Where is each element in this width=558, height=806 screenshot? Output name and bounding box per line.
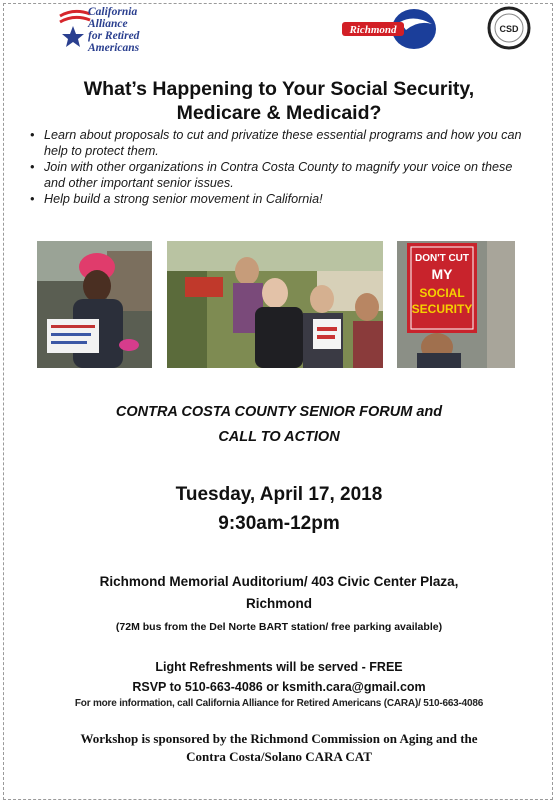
csd-logo-text: CSD	[499, 24, 519, 34]
refreshments-text: Light Refreshments will be served - FREE	[155, 660, 403, 674]
event-date: Tuesday, April 17, 2018	[175, 484, 383, 505]
bullet-dot-icon: •	[30, 192, 35, 206]
cara-logo-text	[88, 6, 139, 54]
sponsor-line-2: Contra Costa/Solano CARA CAT	[186, 749, 372, 764]
sign-line-1: DON'T CUT	[414, 253, 470, 264]
bullet-dot-icon: •	[30, 128, 35, 142]
csd-logo	[487, 6, 531, 50]
forum-heading	[0, 400, 558, 450]
forum-line-2: CALL TO ACTION	[218, 429, 340, 445]
sponsor-text	[0, 730, 558, 766]
bullet-text: Help build a strong senior movement in California!	[44, 192, 323, 206]
photo-rally-crowd	[167, 241, 383, 368]
title-line-2: Medicare & Medicaid?	[176, 102, 382, 124]
forum-line-1: CONTRA COSTA COUNTY SENIOR FORUM and	[115, 404, 443, 420]
cara-line3: for Retired	[88, 30, 140, 42]
venue-line-1: Richmond Memorial Auditorium/ 403 Civic Center Plaza,	[99, 574, 459, 589]
more-info-text: For more information, call California Alliance for Retired Americans (CARA)/ 510-663-4086	[74, 698, 484, 709]
transport-note: (72M bus from the Del Norte BART station/ free parking available)	[115, 621, 443, 633]
bullet-list	[30, 128, 530, 209]
sign-line-2: MY	[431, 266, 453, 282]
bullet-text: Join with other organizations in Contra Costa County to magnify your voice on these and other important senior issues.	[44, 160, 513, 190]
refreshments-rsvp	[0, 657, 558, 697]
page-title	[0, 77, 558, 125]
bullet-text: Learn about proposals to cut and privatize these essential programs and how you can help to protect them.	[44, 128, 522, 158]
photo-woman-with-sign	[37, 241, 152, 368]
event-datetime	[0, 480, 558, 538]
richmond-logo-text: Richmond	[349, 24, 397, 36]
sponsor-line-1: Workshop is sponsored by the Richmond Commission on Aging and the	[80, 731, 478, 746]
cara-star-icon	[58, 8, 92, 48]
bullet-item	[30, 160, 530, 191]
cara-line2: Alliance	[88, 18, 128, 30]
cara-line1: California	[88, 6, 138, 18]
title-line-1: What’s Happening to Your Social Security,	[83, 78, 475, 100]
sign-line-3: SOCIAL	[419, 286, 465, 300]
richmond-logo	[340, 8, 438, 50]
photo-social-security-sign	[397, 241, 515, 368]
cara-line4: Americans	[88, 42, 140, 54]
event-time: 9:30am-12pm	[218, 513, 340, 534]
venue-line-2: Richmond	[246, 596, 312, 611]
sign-line-4: SECURITY	[411, 302, 473, 316]
bullet-item	[30, 128, 530, 159]
bullet-item	[30, 192, 530, 208]
venue	[0, 571, 558, 615]
rsvp-text: RSVP to 510-663-4086 or ksmith.cara@gmail.com	[132, 680, 426, 694]
bullet-dot-icon: •	[30, 160, 35, 174]
cara-logo	[58, 6, 178, 54]
